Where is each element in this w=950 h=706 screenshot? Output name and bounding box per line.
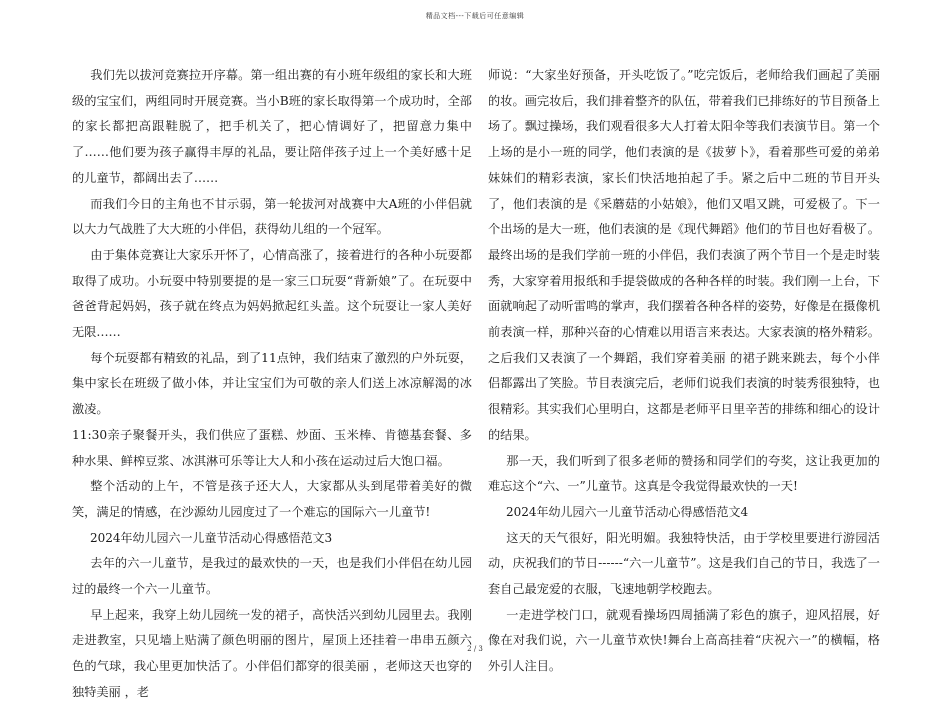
paragraph: 我们先以拔河竞赛拉开序幕。第一组出赛的有小班年级组的家长和大班级的宝宝们，两组同时开展竞赛。当小B班的家长取得第一个成功时，全部的家长都把高跟鞋脱了，把手机关了，把心情调好了，把留意力集中了……他们要为孩子赢得丰厚的礼品，要让陪伴孩子过上一个美好感十足的儿童节，都阔出去了…… [72, 68, 472, 185]
paragraph: 11:30亲子聚餐开头，我们供应了蛋糕、炒面、玉米棒、肯德基套餐、多种水果、鲜榨豆浆、冰淇淋可乐等让大人和小孩在运动过后大饱口福。 [72, 427, 472, 468]
paragraph: 去年的六一儿童节，是我过的最欢快的一天，也是我们小伴侣在幼儿园过的最终一个六一儿童节。 [72, 556, 472, 597]
page-header: 精品文档---下载后可任意编辑 [425, 12, 525, 20]
paragraph: 早上起来，我穿上幼儿园统一发的裙子，高快活兴到幼儿园里去。我刚走进教室，只见墙上贴满了颜色明丽的图片，屋顶上还挂着一串串五颜六色的气球，我心里更加快活了。小伴侣们都穿的很美丽 ，老师这天也穿的独特美丽 ，老 [72, 607, 472, 699]
paragraph: 由于集体竞赛让大家乐开怀了，心情高涨了，接着进行的各种小玩耍都取得了成功。小玩耍中特别要提的是一家三口玩耍“背新娘”了。在玩耍中爸爸背起妈妈，孩子就在终点为妈妈掀起红头盖。这个玩耍让一家人美好无限…… [72, 247, 472, 340]
section-title: 2024年幼儿园六一儿童节活动心得感悟范文4 [506, 504, 749, 519]
left-column [72, 63, 472, 706]
paragraph: 一走进学校门口，就观看操场四周插满了彩色的旗子，迎风招展，好像在对我们说，六一儿童节欢快!舞台上高高挂着“庆祝六一”的横幅，格外引人注目。 [488, 607, 880, 674]
paragraph: 那一天，我们听到了很多老师的赞扬和同学们的夸奖，这让我更加的难忘这个“六、一”儿童节。这真是令我觉得最欢快的一天! [488, 453, 880, 494]
paragraph: 而我们今日的主角也不甘示弱，第一轮拔河对战赛中大A班的小伴侣就以大力气战胜了大大班的小伴侣，获得幼儿组的一个冠军。 [72, 196, 472, 237]
paragraph: 这天的天气很好，阳光明媚。我独特快活，由于学校里要进行游园活动，庆祝我们的节日------“六一儿童节”。这是我们自己的节日，我选了一套自己最宠爱的衣服，飞速地朝学校跑去。 [488, 530, 880, 597]
right-column [488, 63, 880, 680]
paragraph: 整个活动的上午，不管是孩子还大人，大家都从头到尾带着美好的微笑，满足的情感，在沙源幼儿园度过了一个难忘的国际六一儿童节! [72, 479, 472, 519]
paragraph: 每个玩耍都有精致的礼品，到了11点钟，我们结束了激烈的户外玩耍，集中家长在班级了做小体，并让宝宝们为可敬的亲人们送上冰凉解渴的冰激凌。 [72, 350, 472, 417]
paragraph: 师说：“大家坐好预备，开头吃饭了。”吃完饭后，老师给我们画起了美丽 的妆。画完妆后，我们排着整齐的队伍，带着我们已排练好的节目预备上场了。飘过操场，我们观看很多大人打着太阳伞等我们表演节目。第一个上场的是小一班的同学，他们表演的是《拔萝卜》，看着那些可爱的弟弟妹妹们的精彩表演，家长们快活地拍起了手。紧之后中二班的节目开头了，他们表演的是《采蘑菇的小姑娘》，他们又唱又跳，可爱极了。下一个出场的是大一班，他们表演的是《现代舞蹈》他们的节目也好看极了。最终出场的是我们学前一班的小伴侣，我们表演了两个节目一个是走时装秀，大家穿着用报纸和手提袋做成的各种各样的时装。我们刚一上台，下面就响起了动听雷鸣的掌声，我们摆着各种各样的姿势，好像是在摄像机前表演一样，那种兴奋的心情难以用语言来表达。大家表演的格外精彩。之后我们又表演了一个舞蹈，我们穿着美丽 的裙子跳来跳去，每个小伴侣都露出了笑脸。节目表演完后，老师们说我们表演的时装秀很独特，也很精彩。其实我们心里明白，这都是老师平日里辛苦的排练和细心的设计的结果。 [488, 68, 880, 442]
section-title: 2024年幼儿园六一儿童节活动心得感悟范文3 [90, 530, 333, 545]
page-number: 2 / 3 [467, 645, 483, 653]
